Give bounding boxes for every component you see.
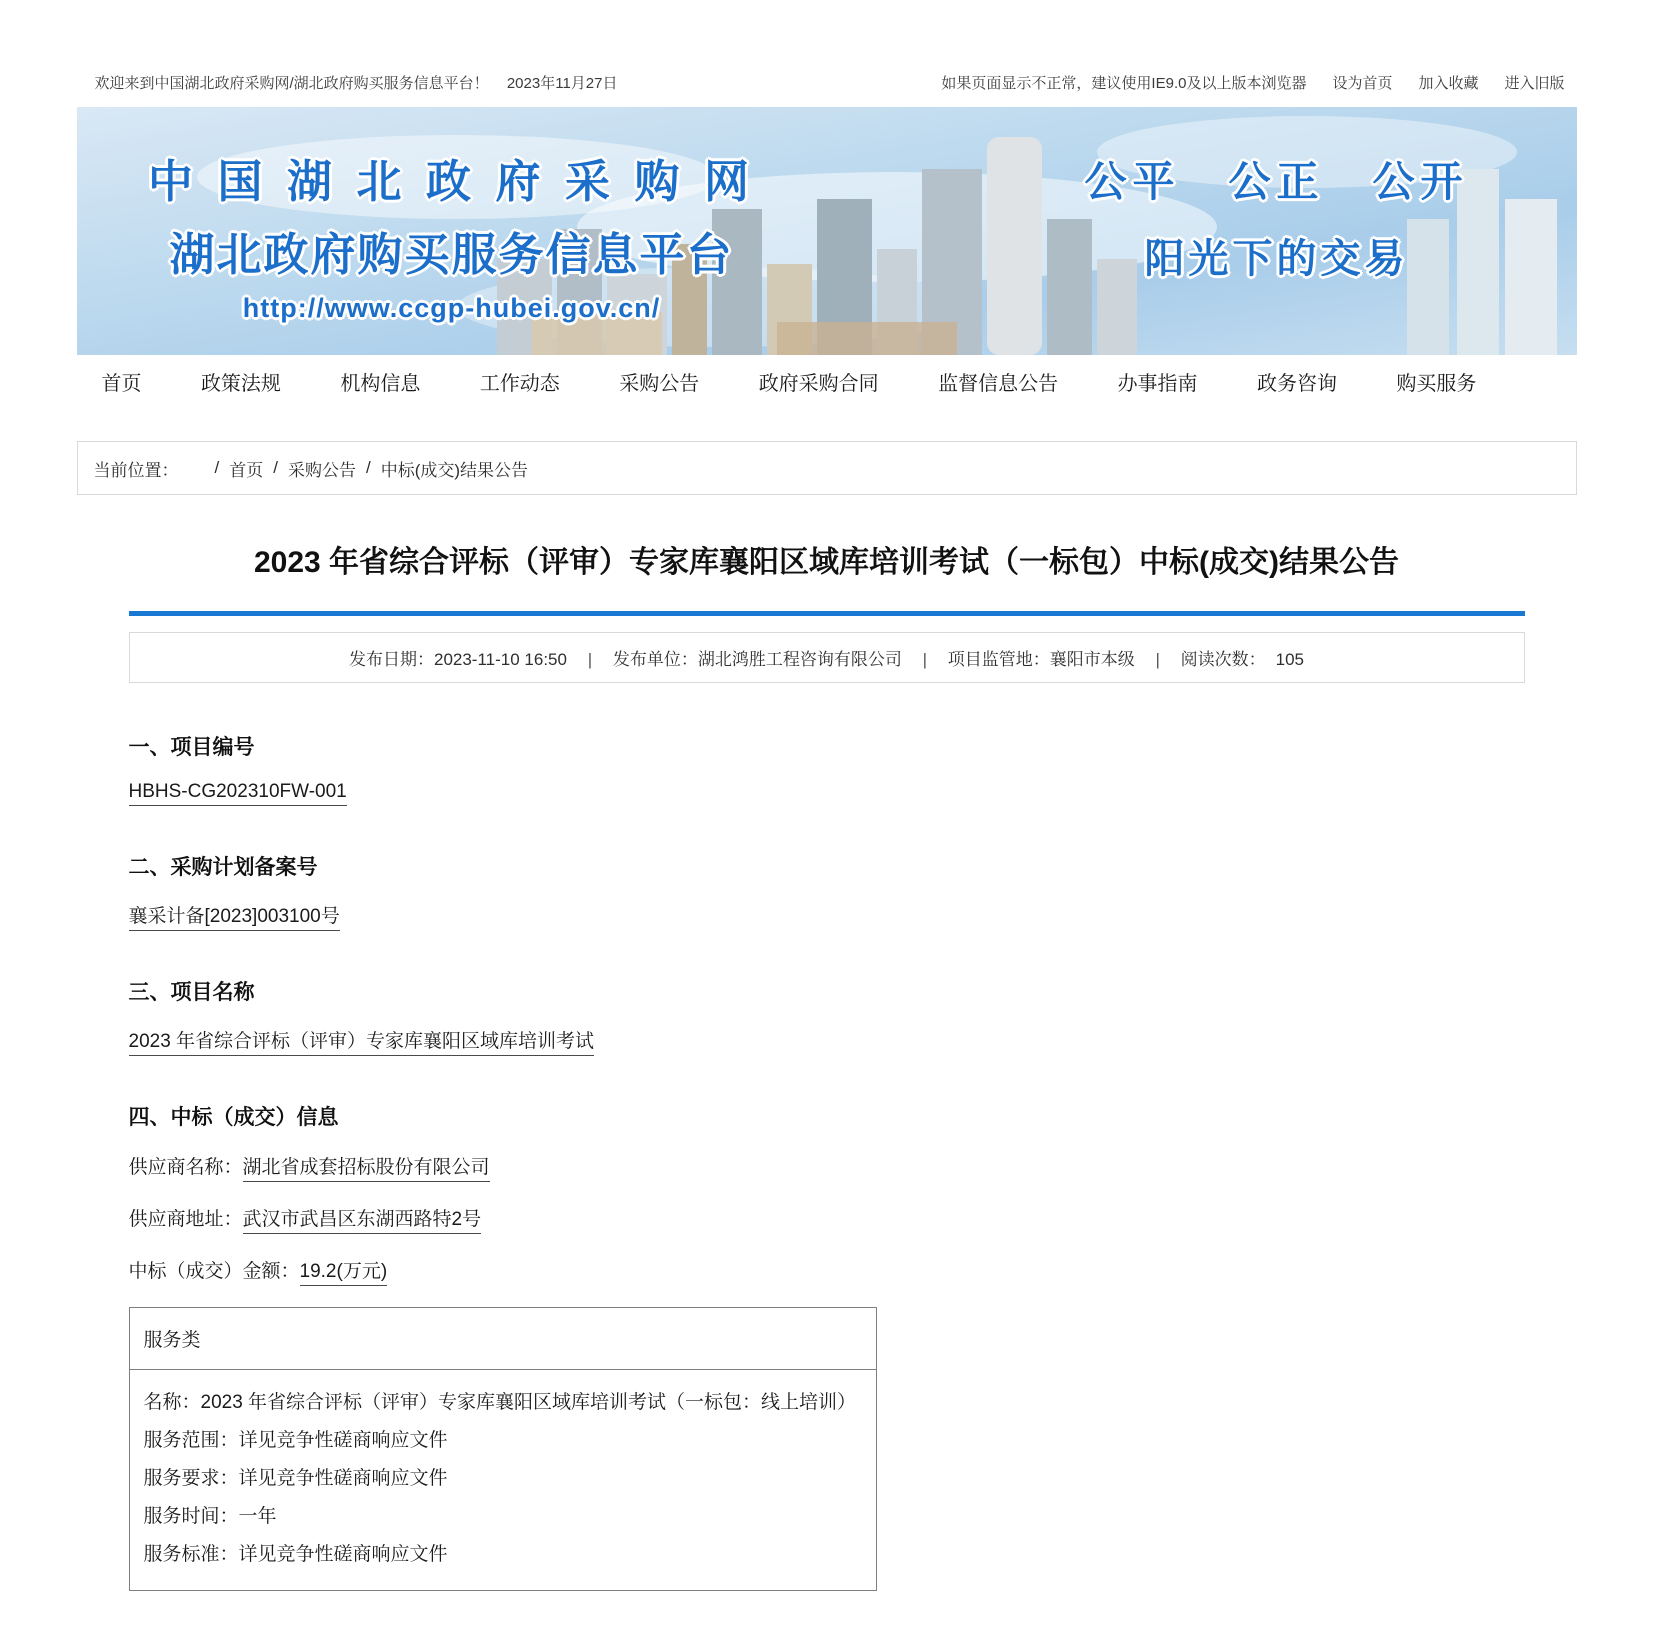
slogan-line2: 阳光下的交易 [1144,237,1409,281]
award-amount-line [129,1257,1525,1287]
add-favorite-link[interactable]: 加入收藏 [1418,75,1479,92]
breadcrumb-home[interactable]: 首页 [229,460,264,480]
views-label: 阅读次数： [1180,650,1266,669]
nav-item-procurement-notices[interactable]: 采购公告 [619,372,700,395]
service-category-table [129,1307,877,1591]
browser-notice: 如果页面显示不正常，建议使用IE9.0及以上版本浏览器 [941,75,1307,92]
service-table-body [130,1370,876,1590]
breadcrumb-procurement-notices[interactable]: 采购公告 [287,460,356,480]
region-label: 项目监管地： [947,650,1050,669]
supplier-address-line [129,1205,1525,1235]
nav-item-home[interactable]: 首页 [101,372,142,395]
service-duration-row: 服务时间：一年 [143,1506,277,1527]
service-requirements-row: 服务要求：详见竞争性磋商响应文件 [143,1468,448,1489]
top-utility-bar [77,72,1577,93]
award-amount: 19.2(万元) [300,1261,388,1286]
welcome-text [95,72,618,93]
old-version-link[interactable]: 进入旧版 [1504,75,1565,92]
breadcrumb-result-announcement[interactable]: 中标(成交)结果公告 [380,460,529,480]
project-number: HBHS-CG202310FW-001 [129,781,347,806]
breadcrumb-separator: / [214,458,220,477]
slogan-line1: 公平 公正 公开 [1084,158,1469,205]
nav-item-consultation[interactable]: 政务咨询 [1257,372,1337,395]
meta-separator: | [1155,650,1160,669]
breadcrumb-separator: / [365,458,371,477]
breadcrumb-separator: / [273,458,278,477]
supplier-name-label: 供应商名称： [128,1157,243,1178]
service-name-row: 名称：2023 年省综合评标（评审）专家库襄阳区域库培训考试（一标包：线上培训） [143,1392,857,1413]
service-table-header: 服务类 [130,1308,876,1370]
page-title: 2023 年省综合评标（评审）专家库襄阳区域库培训考试（一标包）中标(成交)结果公告 [253,546,1400,579]
supplier-address: 武汉市武昌区东湖西路特2号 [243,1209,482,1234]
views-count: 105 [1275,650,1304,669]
breadcrumb [77,441,1577,495]
publisher-label: 发布单位： [612,650,698,669]
site-url: http://www.ccgp-hubei.gov.cn/ [242,293,661,323]
set-homepage-link[interactable]: 设为首页 [1332,75,1393,92]
supplier-address-label: 供应商地址： [128,1209,243,1230]
nav-item-policies[interactable]: 政策法规 [200,372,281,395]
project-name: 2023 年省综合评标（评审）专家库襄阳区域库培训考试 [129,1031,595,1056]
nav-item-purchase-services[interactable]: 购买服务 [1396,372,1477,395]
site-name-line1: 中 国 湖 北 政 府 采 购 网 [147,156,756,207]
service-standard-row: 服务标准：详见竞争性磋商响应文件 [143,1544,448,1565]
current-date: 2023年11月27日 [506,75,618,92]
meta-separator: | [922,650,927,669]
article-body [129,731,1525,1591]
nav-item-service-guide[interactable]: 办事指南 [1117,372,1198,395]
section2-heading: 二、采购计划备案号 [128,856,318,879]
main-nav [77,355,1577,407]
nav-item-supervision[interactable]: 监督信息公告 [938,372,1059,395]
page-container [77,0,1577,1631]
nav-item-contracts[interactable]: 政府采购合同 [758,372,879,395]
procurement-plan-number: 襄采计备[2023]003100号 [129,906,340,931]
nav-item-work-updates[interactable]: 工作动态 [479,372,560,395]
nav-item-organization[interactable]: 机构信息 [340,372,421,395]
breadcrumb-label: 当前位置： [93,460,179,480]
award-amount-label: 中标（成交）金额： [128,1261,300,1282]
section1-heading: 一、项目编号 [128,736,255,759]
announcement-article [77,541,1577,1631]
meta-separator: | [587,650,593,669]
site-banner [77,107,1577,355]
region: 襄阳市本级 [1049,650,1135,669]
top-links [941,72,1564,93]
welcome-message: 欢迎来到中国湖北政府采购网/湖北政府购买服务信息平台！ [94,75,489,92]
supplier-name: 湖北省成套招标股份有限公司 [243,1157,490,1182]
supplier-name-line [129,1153,1525,1183]
publish-date-label: 发布日期： [348,650,434,669]
title-divider [129,611,1525,616]
site-name-line2: 湖北政府购买服务信息平台 [169,229,734,280]
section4-heading: 四、中标（成交）信息 [128,1106,339,1129]
article-header [129,541,1525,683]
publisher: 湖北鸿胜工程咨询有限公司 [697,650,902,669]
banner-slogan [1067,149,1487,284]
publish-date: 2023-11-10 16:50 [433,650,567,669]
service-scope-row: 服务范围：详见竞争性磋商响应文件 [143,1430,448,1451]
section3-heading: 三、项目名称 [128,981,255,1004]
site-identity [132,145,772,324]
article-meta-bar [129,632,1525,683]
